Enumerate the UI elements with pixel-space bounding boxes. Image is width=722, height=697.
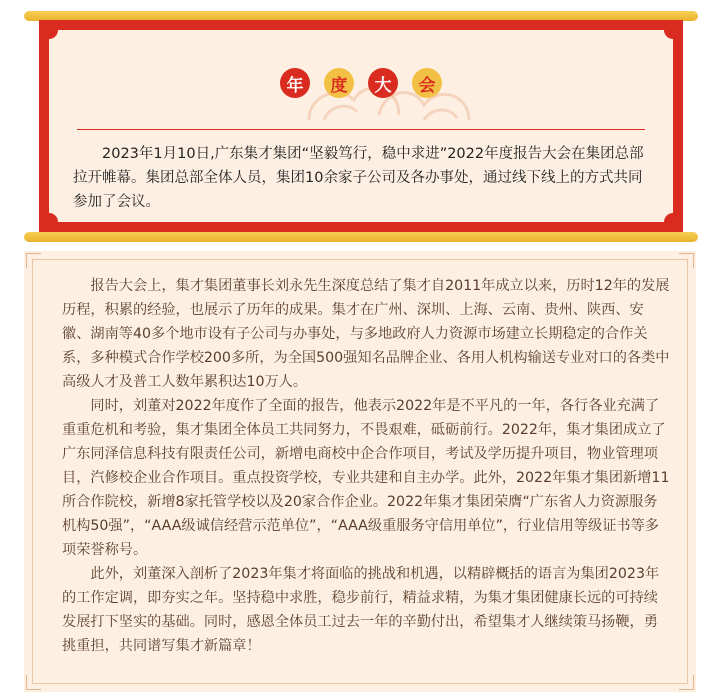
body-paragraph: 此外，刘董深入剖析了2023年集才将面临的挑战和机遇，以精辟概括的语言为集团2023年的工作定调，即夯实之年。坚持稳中求胜，稳步前行，精益求精，为集才集团健康长远的可持续发展打下坚实的基础。同时，感恩全体员工过去一年的辛勤付出，希望集才人继续策马扬鞭，勇挑重担，共同谱写集才新篇章！ xyxy=(62,566,660,654)
banner-corner-decoration xyxy=(664,21,682,39)
body-paragraph: 同时，刘董对2022年度作了全面的报告，他表示2022年是不平凡的一年，各行各业充满了重重危机和考验，集才集团全体员工共同努力，不畏艰难，砥砺前行。2022年，集才集团成立了广东同泽信息科技有限责任公司，新增电商校中企合作项目，考试及学历提升项目，物业管理项目，汽修校企业合作项目。重点投资学校，专业共建和自主办学。此外，2022年集才集团新增11所合作院校，新增8家托管学校以及20家合作企业。2022年集才集团荣膺“广东省人力资源服务机构50强”，“AAA级诚信经营示范单位”，“AAA级重服务守信用单位”，行业信用等级证书等多项荣誉称号。 xyxy=(62,398,670,558)
scroll-rod-bottom xyxy=(24,232,698,242)
header-banner xyxy=(39,20,683,232)
body-paragraph: 报告大会上，集才集团董事长刘永先生深度总结了集才自2011年成立以来，历时12年的发展历程，积累的经验，也展示了历年的成果。集才在广州、深圳、上海、云南、贵州、陕西、安徽、湖南等40多个地市设有子公司与办事处，与多地政府人力资源市场建立长期稳定的合作关系，多种模式合作学校200多所，为全国500强知名品牌企业、各用人机构输送专业对口的各类中高级人才及普工人数年累积达10万人。 xyxy=(62,278,670,390)
article-body xyxy=(62,274,670,658)
title-divider xyxy=(77,129,645,130)
title-char: 大 xyxy=(368,68,398,98)
banner-title xyxy=(49,68,673,104)
banner-corner-decoration xyxy=(40,213,58,231)
title-char: 度 xyxy=(324,68,354,98)
title-char: 会 xyxy=(412,68,442,98)
banner-corner-decoration xyxy=(664,213,682,231)
corner-ornament-icon xyxy=(679,675,694,690)
banner-inner xyxy=(49,30,673,222)
corner-ornament-icon xyxy=(26,253,41,268)
intro-paragraph: 2023年1月10日,广东集才集团“坚毅笃行，稳中求进”2022年度报告大会在集团总部拉开帷幕。集团总部全体人员，集团10余家子公司及各办事处，通过线下线上的方式共同参加了会议。 xyxy=(73,146,644,210)
corner-ornament-icon xyxy=(26,675,41,690)
title-char: 年 xyxy=(280,68,310,98)
content-panel xyxy=(24,251,696,692)
corner-ornament-icon xyxy=(679,253,694,268)
banner-corner-decoration xyxy=(40,21,58,39)
